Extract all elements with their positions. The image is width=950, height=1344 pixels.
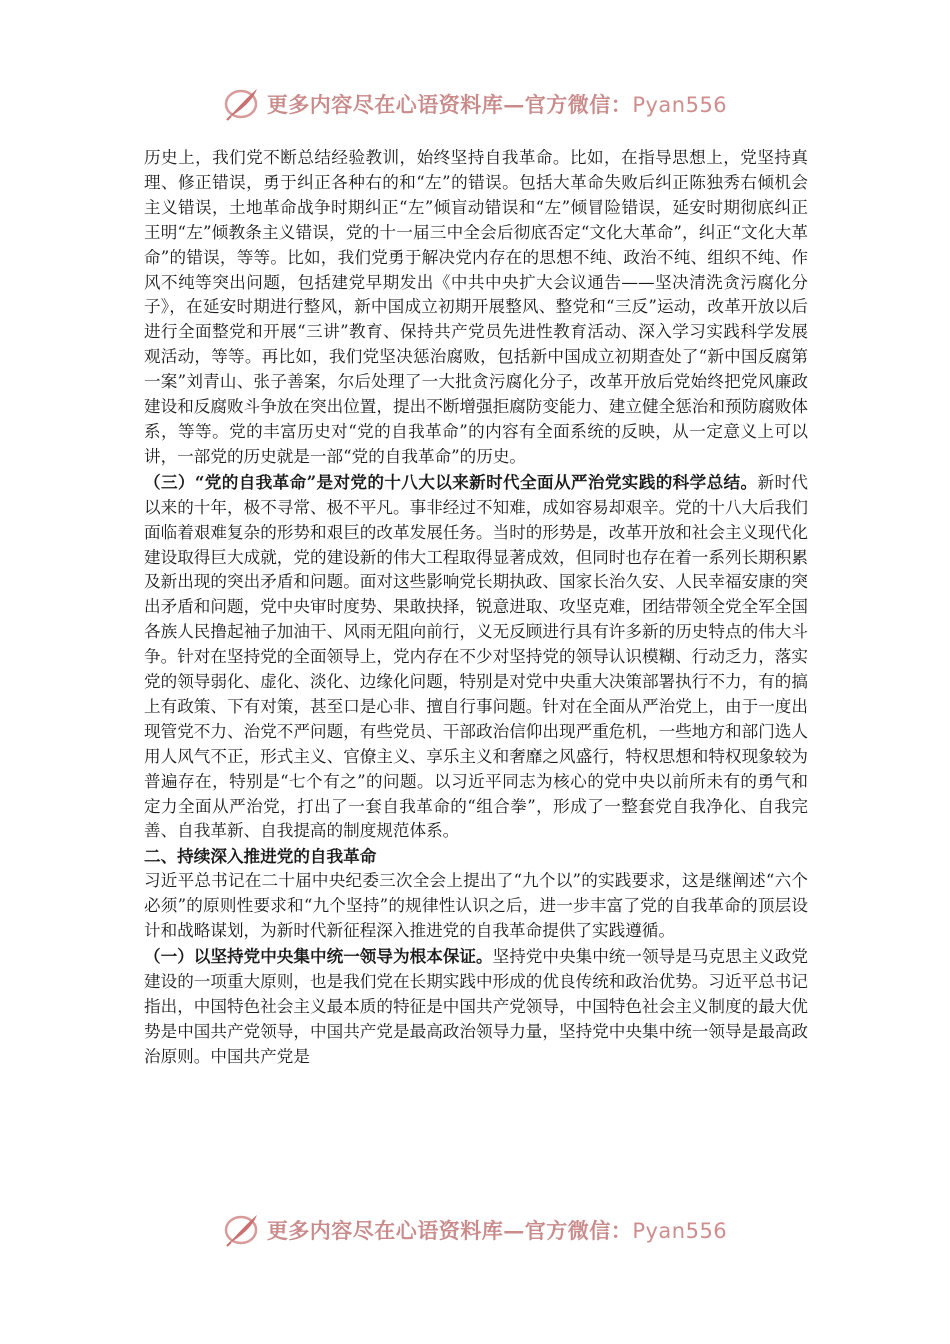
paragraph-nine-requirements: 习近平总书记在二十届中央纪委三次全会上提出了“九个以”的实践要求，这是继阐述“六个必须”的原则性要求和“九个坚持”的规律性认识之后，进一步丰富了党的自我革命的顶层设计和战略谋划，为新时代新征程深入推进党的自我革命提供了实践遵循。 [144,871,808,941]
watermark-text: 更多内容尽在心语资料库—官方微信：Pyan556 [266,92,728,117]
section-heading-one: （一）以坚持党中央集中统一领导为根本保证。 [144,946,493,966]
paragraph-history: 历史上，我们党不断总结经验教训，始终坚持自我革命。比如，在指导思想上，党坚持真理、修正错误，勇于纠正各种右的和“左”的错误。包括大革命失败后纠正陈独秀右倾机会主义错误，土地革命战争时期纠正“左”倾盲动错误和“左”倾冒险错误，延安时期彻底纠正王明“左”倾教条主义错误，党的十一届三中全会后彻底否定“文化大革命”，纠正“文化大革命”的错误，等等。比如，我们党勇于解决党内存在的思想不纯、政治不纯、组织不纯、作风不纯等突出问题，包括建党早期发出《中共中央扩大会议通告——坚决清洗贪污腐化分子》，在延安时期进行整风，新中国成立初期开展整风、整党和“三反”运动，改革开放以后进行全面整党和开展“三讲”教育、保持共产党员先进性教育活动、深入学习实践科学发展观活动，等等。再比如，我们党坚决惩治腐败，包括新中国成立初期查处了“新中国反腐第一案”刘青山、张子善案，尔后处理了一大批贪污腐化分子，改革开放后党始终把党风廉政建设和反腐败斗争放在突出位置，提出不断增强拒腐防变能力、建立健全惩治和预防腐败体系，等等。党的丰富历史对“党的自我革命”的内容有全面系统的反映，从一定意义上可以讲，一部党的历史就是一部“党的自我革命”的历史。 [144,148,808,466]
document-body [144,146,808,1070]
feather-pen-logo-icon [223,87,261,121]
section-heading-two: 二、持续深入推进党的自我革命 [144,846,377,867]
paragraph-new-era: （三）“党的自我革命”是对党的十八大以来新时代全面从严治党实践的科学总结。新时代以来的十年，极不寻常、极不平凡。事非经过不知难，成如容易却艰辛。党的十八大后我们面临着艰难复杂的形势和艰巨的改革发展任务。当时的形势是，改革开放和社会主义现代化建设取得巨大成就，党的建设新的伟大工程取得显著成效，但同时也存在着一系列长期积累及新出现的突出矛盾和问题。面对这些影响党长期执政、国家长治久安、人民幸福安康的突出矛盾和问题，党中央审时度势、果敢抉择，锐意进取、攻坚克难，团结带领全党全军全国各族人民撸起袖子加油干、风雨无阻向前行，义无反顾进行具有许多新的历史特点的伟大斗争。针对在坚持党的全面领导上，党内存在不少对坚持党的领导认识模糊、行动乏力，落实党的领导弱化、虚化、淡化、边缘化问题，特别是对党中央重大决策部署执行不力，有的搞上有政策、下有对策，甚至口是心非、擅自行事问题。针对在全面从严治党上，由于一度出现管党不力、治党不严问题，有些党员、干部政治信仰出现严重危机，一些地方和部门选人用人风气不正，形式主义、官僚主义、享乐主义和奢靡之风盛行，特权思想和特权现象较为普遍存在，特别是“七个有之”的问题。以习近平同志为核心的党中央以前所未有的勇气和定力全面从严治党，打出了一套自我革命的“组合拳”，形成了一整套党自我净化、自我完善、自我革新、自我提高的制度规范体系。 [144,471,809,841]
watermark-footer [0,1210,950,1250]
watermark-text: 更多内容尽在心语资料库—官方微信：Pyan556 [266,1218,728,1243]
section-heading-three: （三）“党的自我革命”是对党的十八大以来新时代全面从严治党实践的科学总结。 [144,471,758,492]
paragraph-central-leadership: （一）以坚持党中央集中统一领导为根本保证。坚持党中央集中统一领导是马克思主义政党建设的一项重大原则，也是我们党在长期实践中形成的优良传统和政治优势。习近平总书记指出，中国特色社会主义最本质的特征是中国共产党领导，中国特色社会主义制度的最大优势是中国共产党领导，中国共产党是最高政治领导力量，坚持党中央集中统一领导是最高政治原则。中国共产党是 [144,946,809,1066]
watermark-header [0,84,950,124]
feather-pen-logo-icon [223,1213,261,1247]
